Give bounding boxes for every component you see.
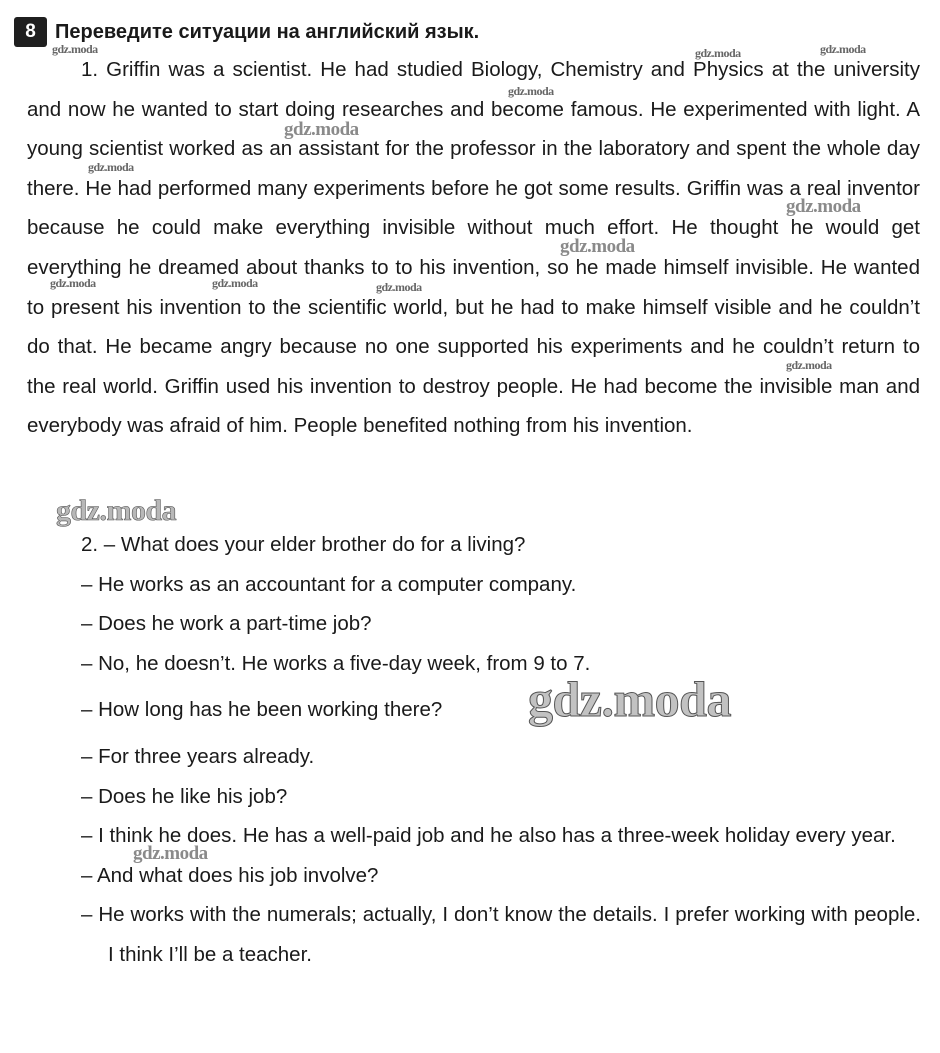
exercise-number-badge: 8	[14, 17, 47, 47]
watermark-logo: gdz.moda	[284, 119, 359, 140]
story-paragraph	[27, 50, 920, 446]
watermark-logo: gdz.moda	[508, 84, 554, 98]
dialog-line: – And what does his job involve?	[81, 863, 379, 887]
dialog-line: – He works with the numerals; actually, I don’t know the details. I prefer working with people. I think I’ll be a teacher.	[81, 903, 921, 966]
dialog-line: 2. – What does your elder brother do for a living?	[81, 533, 526, 556]
watermark-logo: gdz.moda	[376, 280, 422, 294]
dialog-line: – No, he doesn’t. He works a five-day week, from 9 to 7.	[81, 651, 591, 675]
watermark-logo: gdz.moda	[88, 160, 134, 174]
watermark-logo: gdz.moda	[52, 42, 98, 56]
dialog-line: – Does he like his job?	[81, 784, 288, 808]
dialog-line: – I think he does. He has a well-paid job and he also has a three-week holiday every year.	[81, 824, 896, 848]
watermark-logo: gdz.moda	[50, 276, 96, 290]
dialog-line: – Does he work a part-time job?	[81, 612, 372, 636]
dialog-line: – He works as an accountant for a computer company.	[81, 572, 577, 596]
watermark-logo: gdz.moda	[560, 236, 635, 257]
dialog-block	[81, 525, 921, 975]
watermark-logo: gdz.moda	[212, 276, 258, 290]
story-text: 1. Griffin was a scientist. He had studied Biology, Chemistry and Physics at the university and now he wanted to start doing researches and become famous. He experimented with light. A young scientist worked as an assistant for the professor in the laboratory and spent the whole day there. He had performed many experiments before he got some results. Griffin was a real inventor because he could make everything invisible without much effort. He thought he would get everything he dreamed about thanks to to his invention, so he made himself invisible. He wanted to present his invention to the scientific world, but he had to make himself visible and he couldn’t do that. He became angry because no one supported his experiments and he couldn’t return to the real world. Griffin used his invention to destroy people. He had become the invisible man and everybody was afraid of him. People benefited nothing from his invention.	[27, 58, 920, 438]
watermark-logo: gdz.moda	[786, 196, 861, 217]
watermark-logo: gdz.moda	[133, 843, 208, 864]
exercise-header	[14, 16, 479, 48]
watermark-logo: gdz.moda	[786, 358, 832, 372]
watermark-logo: gdz.moda	[820, 42, 866, 56]
watermark-logo: gdz.moda	[56, 494, 177, 527]
watermark-logo: gdz.moda	[695, 46, 741, 60]
watermark-logo: gdz.moda	[528, 671, 731, 727]
exercise-title: Переведите ситуации на английский язык.	[55, 20, 480, 43]
dialog-line: – For three years already.	[81, 744, 315, 768]
dialog-line: – How long has he been working there?	[81, 698, 443, 722]
